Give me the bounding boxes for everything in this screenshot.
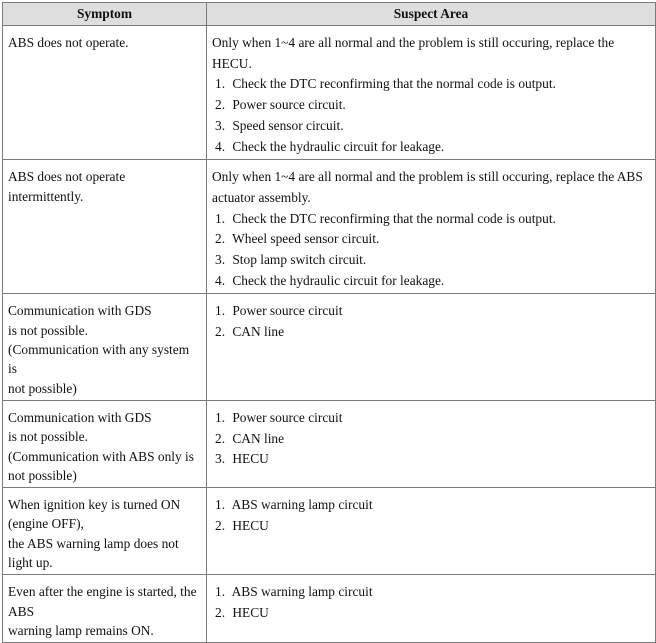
check-steps xyxy=(212,74,651,157)
check-steps xyxy=(212,301,651,342)
header-suspect-area: Suspect Area xyxy=(207,3,656,26)
replacement-note: Only when 1~4 are all normal and the problem is still occuring, replace the HECU. xyxy=(212,35,615,71)
symptom-line: warning lamp remains ON. xyxy=(8,622,154,638)
step-item: 2. HECU xyxy=(215,517,269,533)
check-steps xyxy=(212,582,651,623)
step-item: 3. HECU xyxy=(215,451,269,467)
symptom-cell xyxy=(3,575,207,643)
symptom-line: light up. xyxy=(8,555,53,570)
step-item: 1. Power source circuit xyxy=(215,303,343,319)
table-row xyxy=(3,400,656,487)
symptom-cell xyxy=(3,488,207,575)
symptom-line: ABS does not operate xyxy=(8,169,126,185)
step-item: 1. Check the DTC reconfirming that the normal code is output. xyxy=(215,210,556,226)
table-row xyxy=(3,575,656,643)
symptom-line: (Communication with any system xyxy=(8,342,190,358)
suspect-area-cell xyxy=(207,294,656,400)
table-row xyxy=(3,294,656,400)
step-item: 2. Wheel speed sensor circuit. xyxy=(215,231,380,247)
step-item: 3. Speed sensor circuit. xyxy=(215,117,344,133)
replacement-note: Only when 1~4 are all normal and the problem is still occuring, replace the ABS actuator assembly. xyxy=(212,169,643,205)
step-item: 1. Check the DTC reconfirming that the normal code is output. xyxy=(215,76,556,92)
symptom-line: is not possible. xyxy=(8,429,88,445)
step-item: 2. HECU xyxy=(215,605,269,620)
check-steps xyxy=(212,209,651,292)
symptom-line: is not possible. xyxy=(8,322,88,338)
symptom-line: (Communication with ABS only is xyxy=(8,448,194,464)
suspect-area-cell xyxy=(207,400,656,487)
symptom-line: Communication with GDS xyxy=(8,303,152,319)
symptom-line: not possible) xyxy=(8,380,77,396)
table-row xyxy=(3,160,656,294)
check-steps xyxy=(212,495,651,536)
step-item: 2. CAN line xyxy=(215,324,285,340)
suspect-area-cell xyxy=(207,160,656,294)
step-item: 4. Check the hydraulic circuit for leakage. xyxy=(215,272,445,288)
step-item: 1. ABS warning lamp circuit xyxy=(215,584,373,600)
symptom-line: ABS does not operate. xyxy=(8,35,129,50)
table-row xyxy=(3,488,656,575)
symptom-line: Even after the engine is started, the xyxy=(8,584,197,600)
check-steps xyxy=(212,408,651,470)
step-item: 3. Stop lamp switch circuit. xyxy=(215,252,367,268)
step-item: 1. ABS warning lamp circuit xyxy=(215,497,373,513)
symptom-cell xyxy=(3,26,207,160)
symptom-line: is xyxy=(8,361,17,377)
suspect-area-cell xyxy=(207,575,656,643)
symptom-line: not possible) xyxy=(8,467,77,483)
table-row xyxy=(3,26,656,160)
symptom-line: intermittently. xyxy=(8,188,84,204)
symptom-cell xyxy=(3,294,207,400)
step-item: 2. CAN line xyxy=(215,430,285,446)
suspect-area-cell xyxy=(207,488,656,575)
symptom-line: the ABS warning lamp does not xyxy=(8,535,179,551)
step-item: 4. Check the hydraulic circuit for leakage. xyxy=(215,138,445,154)
symptom-line: Communication with GDS xyxy=(8,409,152,425)
troubleshooting-table xyxy=(2,2,656,643)
step-item: 2. Power source circuit. xyxy=(215,97,346,113)
symptom-line: (engine OFF), xyxy=(8,516,84,532)
symptom-cell xyxy=(3,400,207,487)
symptom-line: When ignition key is turned ON xyxy=(8,497,181,513)
step-item: 1. Power source circuit xyxy=(215,409,343,425)
suspect-area-cell xyxy=(207,26,656,160)
symptom-line: ABS xyxy=(8,603,35,619)
header-row xyxy=(3,3,656,26)
header-symptom: Symptom xyxy=(3,3,207,26)
symptom-cell xyxy=(3,160,207,294)
